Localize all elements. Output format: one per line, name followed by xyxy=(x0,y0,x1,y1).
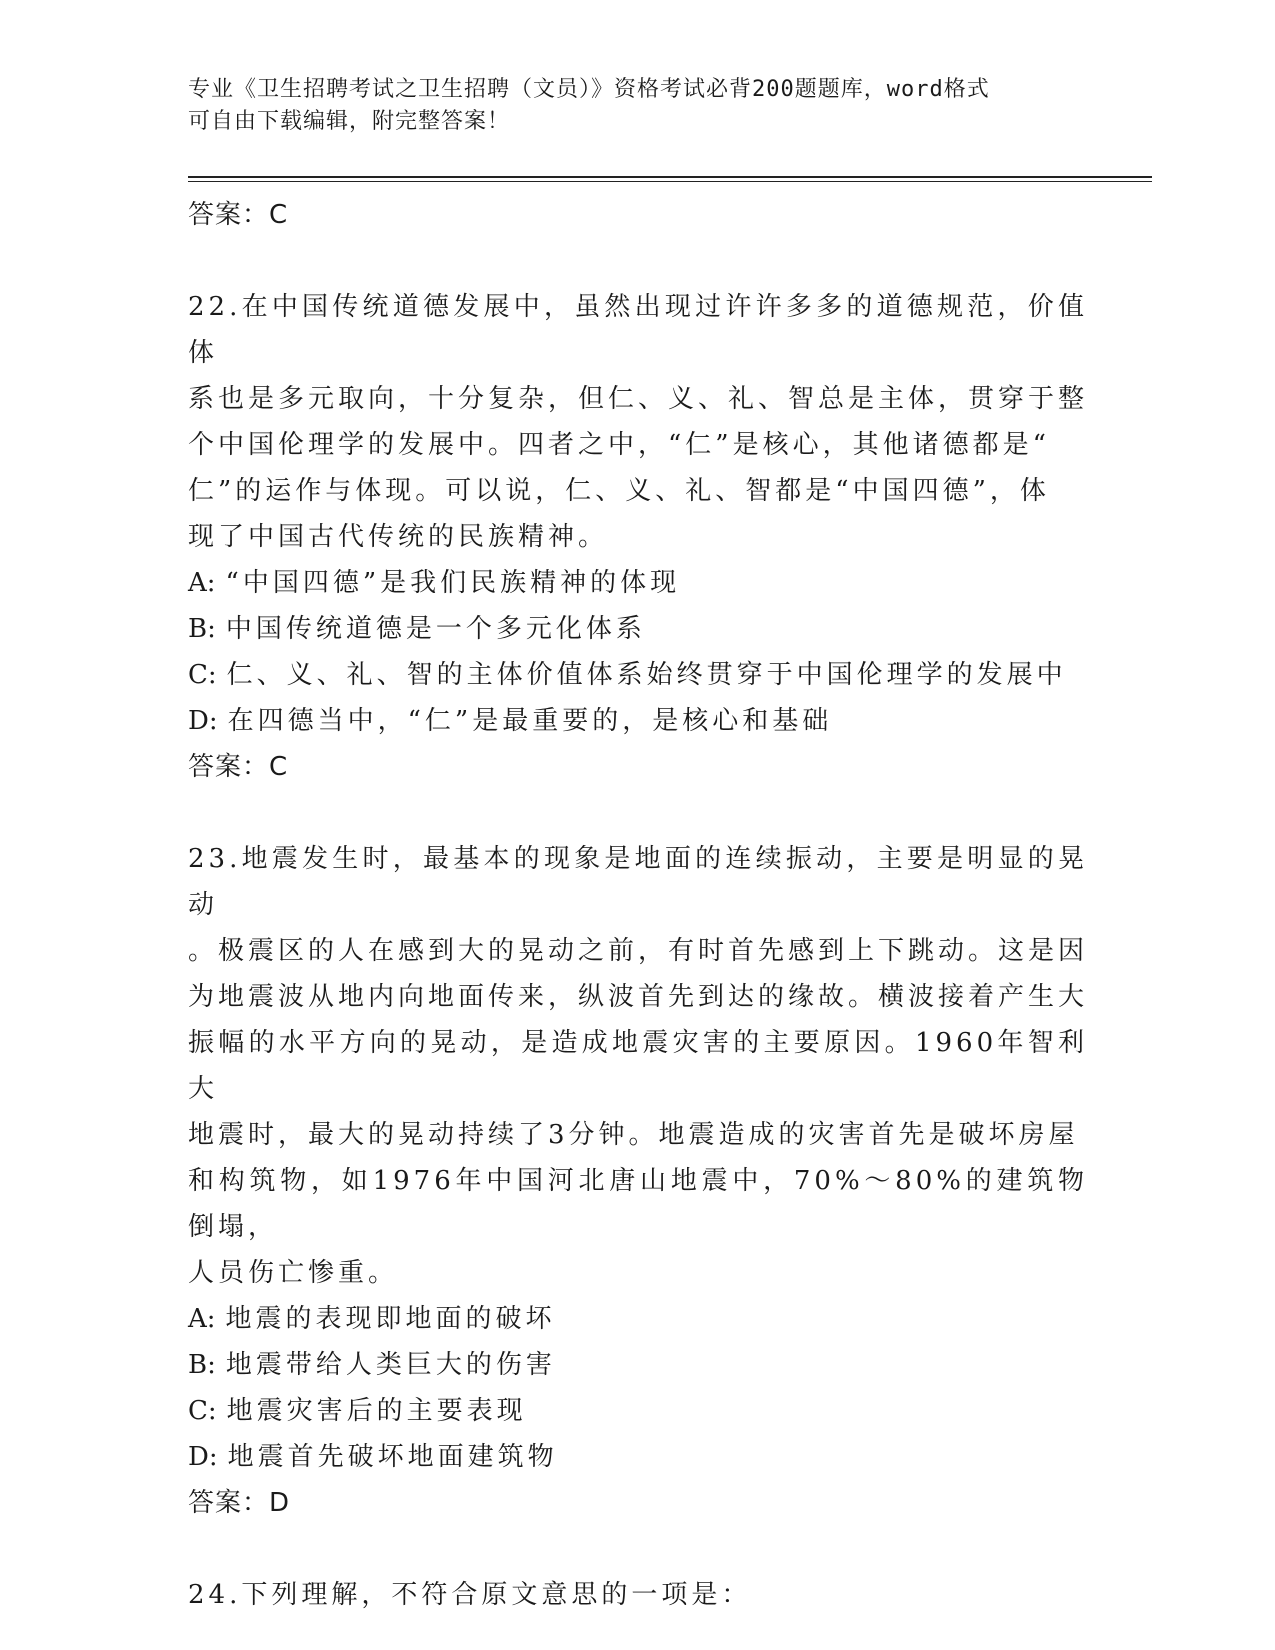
header-subtitle-line: 可自由下载编辑，附完整答案！ xyxy=(188,109,511,134)
header-rule-thick xyxy=(188,176,1152,178)
option-key: B: xyxy=(188,614,216,644)
option-text: 仁、义、礼、智的主体价值体系始终贯穿于中国伦理学的发展中 xyxy=(226,660,1067,690)
question-22 xyxy=(188,284,1088,790)
stem-line: 系也是多元取向，十分复杂，但仁、义、礼、智总是主体，贯穿于整 xyxy=(188,384,1089,414)
option-c xyxy=(188,1388,1088,1434)
option-text: 中国传统道德是一个多元化体系 xyxy=(225,614,646,644)
question-23 xyxy=(188,836,1088,1526)
stem-line: 振幅的水平方向的晃动，是造成地震灾害的主要原因。1960年智利大 xyxy=(188,1028,1088,1104)
option-key: D: xyxy=(188,706,218,736)
previous-answer: 答案：C xyxy=(188,200,289,230)
option-text: 地震灾害后的主要表现 xyxy=(226,1396,527,1426)
option-key: A: xyxy=(188,1304,216,1334)
option-text: 地震带给人类巨大的伤害 xyxy=(225,1350,556,1380)
stem-line: 个中国伦理学的发展中。四者之中，“仁”是核心，其他诸德都是“ xyxy=(188,430,1050,460)
option-key: B: xyxy=(188,1350,216,1380)
option-b xyxy=(188,606,1088,652)
stem-line: 23.地震发生时，最基本的现象是地面的连续振动，主要是明显的晃动 xyxy=(188,844,1088,920)
spacer xyxy=(188,238,1088,284)
question-24 xyxy=(188,1572,1088,1618)
option-c xyxy=(188,652,1088,698)
stem-line: 现了中国古代传统的民族精神。 xyxy=(188,522,609,552)
stem-line: 24.下列理解，不符合原文意思的一项是： xyxy=(188,1580,752,1610)
option-key: D: xyxy=(188,1442,218,1472)
option-d xyxy=(188,1434,1088,1480)
page-header xyxy=(188,74,1088,138)
question-22-answer: 答案：C xyxy=(188,752,289,782)
stem-line: 和构筑物，如1976年中国河北唐山地震中，70%～80%的建筑物倒塌， xyxy=(188,1166,1088,1242)
header-rule-thin xyxy=(188,181,1152,182)
question-23-stem xyxy=(188,836,1088,1296)
document-body xyxy=(188,192,1088,1618)
option-key: C: xyxy=(188,660,217,690)
option-key: C: xyxy=(188,1396,217,1426)
option-key: A: xyxy=(188,568,216,598)
stem-line: 人员伤亡惨重。 xyxy=(188,1258,399,1288)
question-22-stem xyxy=(188,284,1088,560)
stem-line: 仁”的运作与体现。可以说，仁、义、礼、智都是“中国四德”，体 xyxy=(188,476,1050,506)
option-text: 在四德当中，“仁”是最重要的，是核心和基础 xyxy=(227,706,833,736)
option-d xyxy=(188,698,1088,744)
stem-line: 为地震波从地内向地面传来，纵波首先到达的缘故。横波接着产生大 xyxy=(188,982,1089,1012)
stem-line: 地震时，最大的晃动持续了3分钟。地震造成的灾害首先是破坏房屋 xyxy=(188,1120,1079,1150)
spacer xyxy=(188,1526,1088,1572)
option-b xyxy=(188,1342,1088,1388)
spacer xyxy=(188,790,1088,836)
option-text: 地震的表现即地面的破坏 xyxy=(225,1304,556,1334)
stem-line: 22.在中国传统道德发展中，虽然出现过许许多多的道德规范，价值体 xyxy=(188,292,1088,368)
header-title-line: 专业《卫生招聘考试之卫生招聘（文员）》资格考试必背200题题库，word格式 xyxy=(188,77,990,102)
option-text: “中国四德”是我们民族精神的体现 xyxy=(225,568,681,598)
option-text: 地震首先破坏地面建筑物 xyxy=(227,1442,558,1472)
stem-line: 。极震区的人在感到大的晃动之前，有时首先感到上下跳动。这是因 xyxy=(188,936,1089,966)
option-a xyxy=(188,1296,1088,1342)
option-a xyxy=(188,560,1088,606)
question-24-stem xyxy=(188,1572,1088,1618)
question-23-answer: 答案：D xyxy=(188,1488,291,1518)
